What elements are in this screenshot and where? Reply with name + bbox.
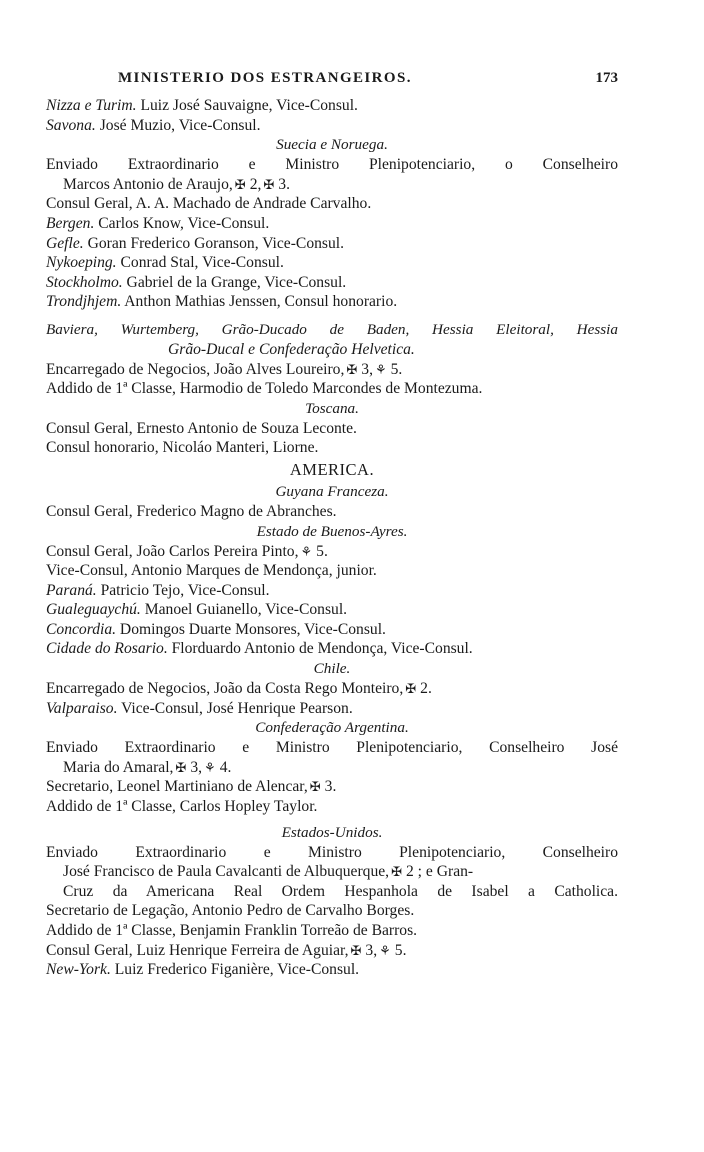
order-grade: 5. bbox=[394, 941, 407, 959]
place-name: Nykoeping. bbox=[46, 254, 117, 272]
entry-line bbox=[46, 679, 618, 699]
line-text: Confederação Argentina. bbox=[255, 719, 409, 737]
order-grade: 3, bbox=[190, 758, 203, 776]
order-cross-icon: ✠ bbox=[175, 759, 187, 775]
continuation-line bbox=[46, 862, 618, 882]
order-grade: 4. bbox=[219, 758, 232, 776]
order-grade: 3, bbox=[361, 360, 373, 378]
line-text: Enviado Extraordinario e Ministro Plenipotenciario, Conselheiro bbox=[46, 843, 618, 861]
entry-line bbox=[46, 194, 618, 214]
place-name: Nizza e Turim. bbox=[46, 97, 137, 114]
line-text: Florduardo Antonio de Mendonça, Vice-Consul. bbox=[167, 640, 473, 658]
place-name: Savona. bbox=[46, 116, 96, 134]
place-name: Trondjhjem. bbox=[46, 293, 122, 311]
line-text: Estado de Buenos-Ayres. bbox=[256, 522, 408, 540]
region-heading bbox=[46, 458, 618, 482]
entry-line bbox=[46, 155, 618, 175]
order-grade: 3. bbox=[324, 778, 337, 796]
place-name: Gualeguaychú. bbox=[46, 601, 141, 619]
entry-line bbox=[46, 542, 618, 562]
entry-line bbox=[46, 502, 618, 522]
line-text: Patricio Tejo, Vice-Consul. bbox=[96, 581, 270, 599]
line-text: Secretario, Leonel Martiniano de Alencar, bbox=[46, 778, 308, 796]
line-text: José Francisco de Paula Cavalcanti de Albuquerque, bbox=[63, 863, 390, 881]
place-name: Valparaiso. bbox=[46, 699, 118, 717]
entry-line bbox=[46, 419, 618, 439]
order-cross-icon: ✠ bbox=[405, 681, 417, 697]
continuation-line bbox=[46, 882, 618, 902]
section-heading bbox=[46, 522, 618, 542]
line-text: Vice-Consul, Antonio Marques de Mendonça, junior. bbox=[46, 562, 377, 580]
continuation-line bbox=[46, 175, 618, 195]
line-text: Carlos Know, Vice-Consul. bbox=[94, 214, 270, 232]
line-text: Consul Geral, Luiz Henrique Ferreira de Aguiar, bbox=[46, 941, 349, 959]
line-text: Encarregado de Negocios, João Alves Loureiro, bbox=[46, 360, 345, 378]
entry-line bbox=[46, 561, 618, 581]
line-text: Anthon Mathias Jenssen, Consul honorario. bbox=[121, 293, 398, 311]
line-text: Baviera, Wurtemberg, Grão-Ducado de Baden, Hessia Eleitoral, Hessia bbox=[46, 320, 618, 338]
line-text: Consul Geral, Ernesto Antonio de Souza Leconte. bbox=[46, 419, 357, 437]
entry-line bbox=[46, 699, 618, 719]
place-name: Bergen. bbox=[46, 214, 95, 232]
line-text: Enviado Extraordinario e Ministro Plenipotenciario, o Conselheiro bbox=[46, 156, 618, 174]
document-body bbox=[46, 96, 618, 980]
entry-line bbox=[46, 620, 618, 640]
order-grade: 2, bbox=[249, 175, 262, 193]
line-text: Addido de 1ª Classe, Harmodio de Toledo Marcondes de Montezuma. bbox=[46, 380, 483, 398]
section-heading bbox=[46, 340, 618, 360]
section-heading bbox=[46, 320, 618, 340]
line-text: Consul Geral, João Carlos Pereira Pinto, bbox=[46, 542, 299, 560]
order-cross-icon: ✠ bbox=[350, 942, 362, 958]
entry-line bbox=[46, 941, 618, 961]
line-text: Consul Geral, Frederico Magno de Abranches. bbox=[46, 502, 337, 520]
page bbox=[46, 70, 618, 980]
order-grade: 3. bbox=[278, 175, 290, 193]
entry-line bbox=[46, 379, 618, 399]
place-name: Stockholmo. bbox=[46, 273, 123, 291]
section-heading bbox=[46, 823, 618, 843]
line-text: Chile. bbox=[313, 660, 351, 678]
line-text: Grão-Ducal e Confederação Helvetica. bbox=[168, 340, 415, 358]
line-text: José Muzio, Vice-Consul. bbox=[95, 116, 261, 134]
entry-line bbox=[46, 292, 618, 312]
entry-line bbox=[46, 797, 618, 817]
line-text: Consul Geral, A. A. Machado de Andrade Carvalho. bbox=[46, 195, 372, 213]
line-text: Conrad Stal, Vice-Consul. bbox=[116, 254, 284, 272]
place-name: New-York. bbox=[46, 961, 111, 979]
line-text: Toscana. bbox=[305, 399, 359, 417]
line-text: Gabriel de la Grange, Vice-Consul. bbox=[122, 273, 347, 291]
entry-line bbox=[46, 777, 618, 797]
line-text: Luiz Frederico Figanière, Vice-Consul. bbox=[110, 961, 360, 979]
line-text: AMERICA. bbox=[289, 459, 375, 479]
entry-line bbox=[46, 234, 618, 254]
page-header bbox=[46, 70, 618, 96]
line-text: Vice-Consul, José Henrique Pearson. bbox=[117, 699, 353, 717]
entry-line bbox=[46, 843, 618, 863]
line-text: Consul honorario, Nicoláo Manteri, Liorne. bbox=[46, 439, 319, 457]
entry-line bbox=[46, 96, 618, 116]
line-text: Domingos Duarte Monsores, Vice-Consul. bbox=[116, 620, 386, 638]
order-medal-icon: ⚘ bbox=[300, 543, 313, 559]
entry-line bbox=[46, 960, 618, 980]
place-name: Concordia. bbox=[46, 620, 117, 638]
line-text: Goran Frederico Goranson, Vice-Consul. bbox=[83, 234, 345, 252]
continuation-line bbox=[46, 758, 618, 778]
order-medal-icon: ⚘ bbox=[374, 361, 387, 377]
entry-line bbox=[46, 214, 618, 234]
section-heading bbox=[46, 482, 618, 502]
order-medal-icon: ⚘ bbox=[379, 942, 391, 958]
entry-line bbox=[46, 273, 618, 293]
entry-line bbox=[46, 253, 618, 273]
line-text: Manoel Guianello, Vice-Consul. bbox=[140, 601, 348, 619]
line-text: Marcos Antonio de Araujo, bbox=[63, 175, 233, 193]
entry-line bbox=[46, 581, 618, 601]
line-text: Guyana Franceza. bbox=[275, 482, 389, 500]
line-text-after: e Gran- bbox=[422, 863, 474, 881]
page-number: 173 bbox=[595, 70, 618, 86]
section-heading bbox=[46, 399, 618, 419]
order-medal-icon: ⚘ bbox=[204, 759, 216, 775]
entry-line bbox=[46, 901, 618, 921]
order-cross-icon: ✠ bbox=[234, 176, 246, 192]
line-text: Enviado Extraordinario e Ministro Plenipotenciario, Conselheiro José bbox=[46, 739, 618, 757]
order-grade: 5. bbox=[390, 360, 403, 378]
order-grade: 2. bbox=[420, 680, 432, 698]
entry-line bbox=[46, 921, 618, 941]
line-text: Suecia e Noruega. bbox=[276, 136, 388, 154]
line-text: Luiz José Sauvaigne, Vice-Consul. bbox=[136, 97, 358, 114]
entry-line bbox=[46, 639, 618, 659]
section-heading bbox=[46, 659, 618, 679]
section-heading bbox=[46, 135, 618, 155]
running-head: MINISTERIO DOS ESTRANGEIROS. bbox=[118, 70, 412, 86]
order-grade: 2 ; bbox=[405, 863, 423, 881]
place-name: Cidade do Rosario. bbox=[46, 640, 168, 658]
line-text: Secretario de Legação, Antonio Pedro de Carvalho Borges. bbox=[46, 902, 415, 920]
line-text: Encarregado de Negocios, João da Costa Rego Monteiro, bbox=[46, 680, 404, 698]
place-name: Paraná. bbox=[46, 581, 97, 599]
order-cross-icon: ✠ bbox=[346, 361, 358, 377]
order-cross-icon: ✠ bbox=[263, 176, 275, 192]
order-grade: 3, bbox=[365, 941, 378, 959]
entry-line bbox=[46, 116, 618, 136]
line-text: Cruz da Americana Real Ordem Hespanhola de Isabel a Catholica. bbox=[63, 882, 618, 900]
entry-line bbox=[46, 438, 618, 458]
entry-line bbox=[46, 738, 618, 758]
line-text: Addido de 1ª Classe, Carlos Hopley Taylor. bbox=[46, 798, 318, 816]
place-name: Gefle. bbox=[46, 234, 84, 252]
spacer bbox=[46, 312, 618, 320]
order-cross-icon: ✠ bbox=[309, 779, 321, 795]
line-text: Addido de 1ª Classe, Benjamin Franklin Torreão de Barros. bbox=[46, 922, 418, 939]
entry-line bbox=[46, 600, 618, 620]
line-text: Estados-Unidos. bbox=[281, 823, 383, 841]
order-cross-icon: ✠ bbox=[391, 864, 402, 880]
order-grade: 5. bbox=[316, 542, 328, 560]
section-heading bbox=[46, 718, 618, 738]
line-text: Maria do Amaral, bbox=[63, 758, 174, 776]
entry-line bbox=[46, 360, 618, 380]
